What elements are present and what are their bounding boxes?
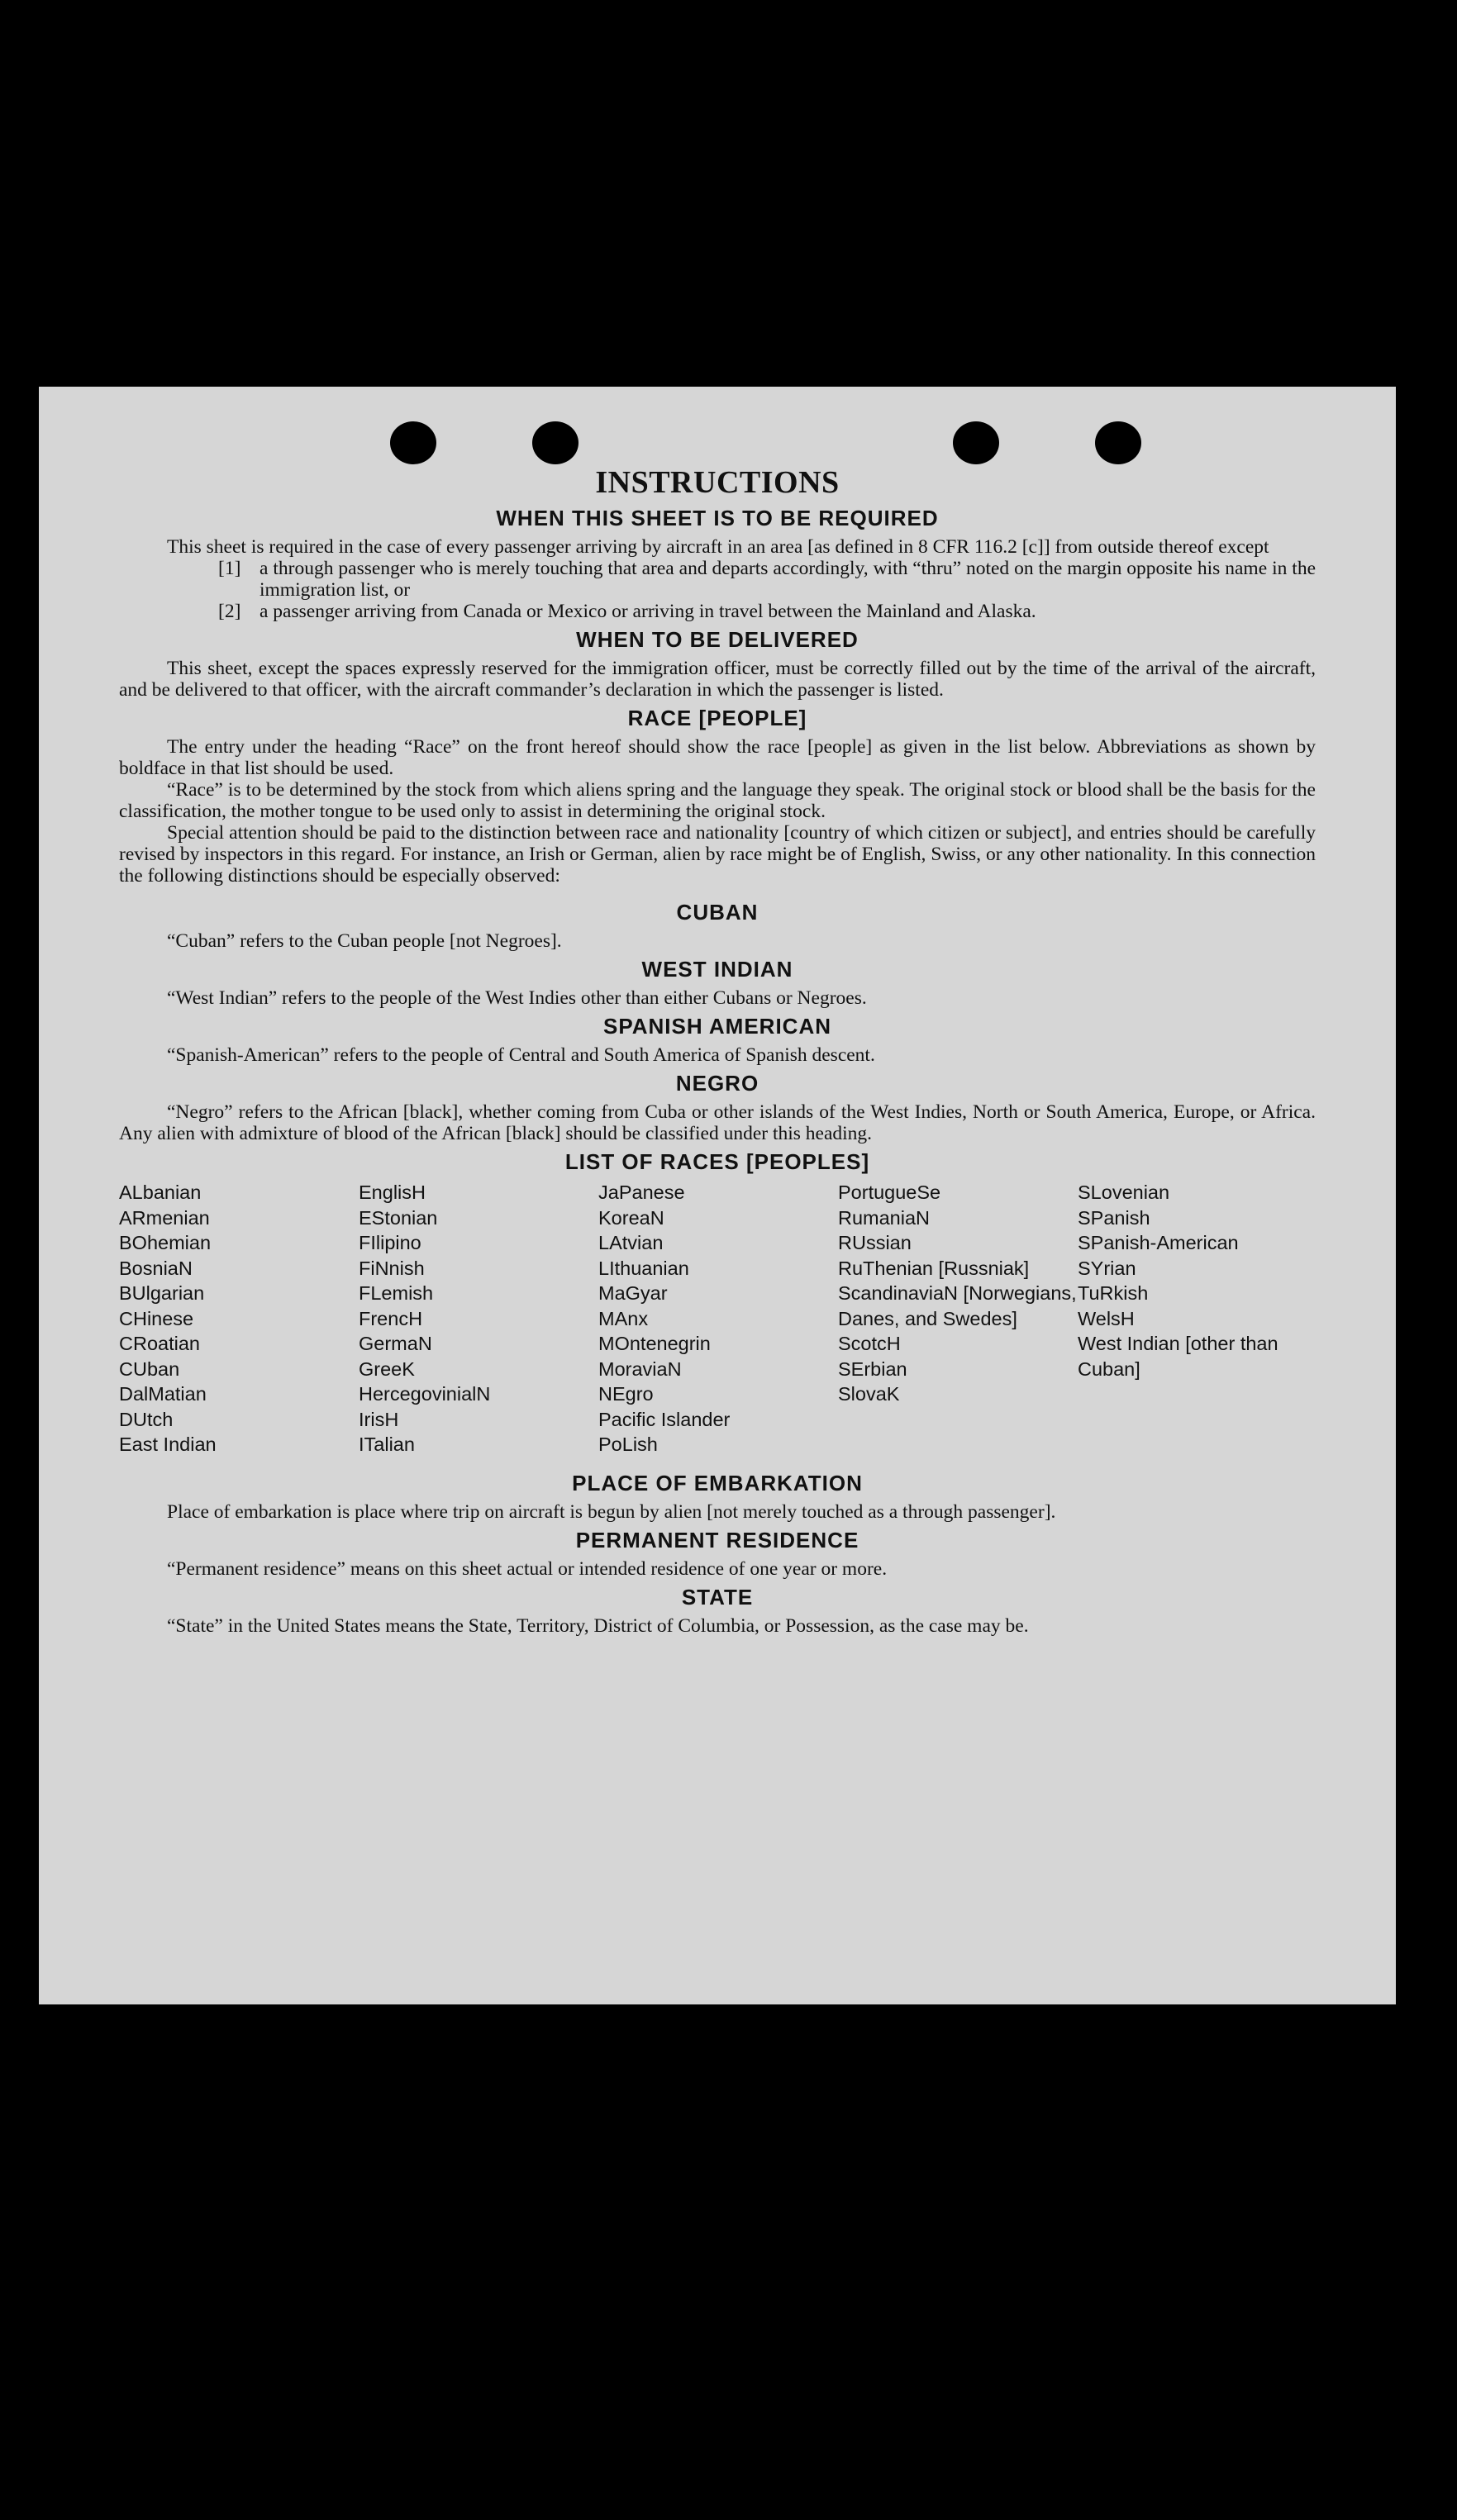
when-delivered-text: This sheet, except the spaces expressly reserved for the immigration officer, must be correctly filled out by the time of the arrival of the aircraft, and be delivered to that officer, with the aircraft commander’s declaration in which the passenger is listed. — [119, 658, 1316, 701]
races-column — [598, 1180, 838, 1457]
heading-embarkation: PLACE OF EMBARKATION — [572, 1470, 863, 1495]
spanish-american-text: “Spanish-American” refers to the people of Central and South America of Spanish descent. — [167, 1044, 875, 1066]
race-entry: HercegovinialN — [359, 1383, 491, 1405]
heading-when-delivered: WHEN TO BE DELIVERED — [576, 627, 859, 652]
race-entry: MoraviaN — [598, 1357, 682, 1380]
punch-hole — [532, 421, 579, 464]
race-entry: WelsH — [1078, 1307, 1135, 1329]
document-sheet — [39, 387, 1396, 2004]
exception-item — [119, 601, 1316, 622]
race-entry: LAtvian — [598, 1232, 664, 1253]
race-entry: GreeK — [359, 1357, 415, 1380]
race-entry: SlovaK — [838, 1383, 900, 1405]
race-entry: EnglisH — [359, 1182, 426, 1203]
residence-text: “Permanent residence” means on this sheet actual or intended residence of one year or more. — [167, 1557, 888, 1580]
race-entry: FiNnish — [359, 1257, 425, 1279]
race-entry: SPanish-American — [1078, 1232, 1239, 1253]
state-text: “State” in the United States means the State, Territory, District of Columbia, or Possession, as the case may be. — [167, 1614, 1029, 1637]
race-entry: EStonian — [359, 1206, 438, 1229]
race-entry: CUban — [119, 1357, 180, 1380]
race-entry: SLovenian — [1078, 1182, 1170, 1203]
race-entry: ITalian — [359, 1434, 415, 1455]
race-entry: GermaN — [359, 1333, 432, 1354]
race-entry: MAnx — [598, 1307, 649, 1329]
race-entry: SErbian — [838, 1357, 907, 1380]
exception-text: a through passenger who is merely touching that area and departs accordingly, with “thru” noted on the margin opposite his name in the immigration list, or — [259, 558, 1316, 601]
race-entry: CRoatian — [119, 1333, 200, 1354]
race-entry: RUssian — [838, 1232, 912, 1253]
race-entry: JaPanese — [598, 1182, 685, 1203]
page-title: INSTRUCTIONS — [595, 465, 840, 500]
cuban-text: “Cuban” refers to the Cuban people [not Negroes]. — [167, 930, 562, 952]
exception-number: [2] — [218, 601, 241, 622]
race-entry: RuThenian [Russniak] — [838, 1257, 1030, 1279]
exception-number: [1] — [218, 558, 241, 579]
race-entry: FrencH — [359, 1307, 423, 1329]
race-paragraph: “Race” is to be determined by the stock from which aliens spring and the language they speak. The original stock or blood shall be the basis for the classification, the mother tongue to be used only to assist in determining the original stock. — [119, 779, 1316, 822]
heading-negro: NEGRO — [675, 1071, 759, 1096]
race-entry: BOhemian — [119, 1232, 212, 1253]
exception-item — [119, 558, 1316, 601]
races-column — [1078, 1180, 1317, 1457]
race-entry: TuRkish — [1078, 1282, 1149, 1304]
race-entry: SYrian — [1078, 1257, 1136, 1279]
when-required-intro: This sheet is required in the case of every passenger arriving by aircraft in an area [as defined in 8 CFR 116.2 [c]] from outside thereof except — [167, 536, 1269, 558]
race-entry: CHinese — [119, 1307, 194, 1329]
heading-residence: PERMANENT RESIDENCE — [575, 1527, 859, 1552]
race-entry: BosniaN — [119, 1257, 193, 1279]
punch-hole — [390, 421, 436, 464]
heading-race: RACE [PEOPLE] — [627, 706, 807, 730]
race-entry: IrisH — [359, 1408, 399, 1430]
race-entry: ARmenian — [119, 1206, 210, 1229]
race-paragraph: Special attention should be paid to the distinction between race and nationality [country of which citizen or subject], and entries should be carefully revised by inspectors in this regard. For instance, an Irish or German, alien by race might be of English, Swiss, or any other nationality. In this connection the following distinctions should be especially observed: — [119, 822, 1316, 887]
instructions-content — [119, 464, 1316, 1637]
heading-list-of-races: LIST OF RACES [PEOPLES] — [564, 1149, 870, 1174]
embarkation-text: Place of embarkation is place where trip on aircraft is begun by alien [not merely touched as a through passenger]. — [167, 1500, 1056, 1523]
heading-when-required: WHEN THIS SHEET IS TO BE REQUIRED — [496, 506, 939, 530]
race-entry: FLemish — [359, 1282, 434, 1304]
race-entry: Pacific Islander — [598, 1408, 731, 1430]
race-entry: LIthuanian — [598, 1257, 689, 1279]
heading-state: STATE — [681, 1584, 754, 1609]
race-entry: PortugueSe — [838, 1182, 941, 1203]
exception-text: a passenger arriving from Canada or Mexico or arriving in travel between the Mainland and Alaska. — [259, 601, 1036, 622]
punch-hole — [953, 421, 999, 464]
race-entry: MOntenegrin — [598, 1333, 711, 1354]
race-entry: NEgro — [598, 1383, 654, 1405]
races-column — [119, 1180, 359, 1457]
race-entry: East Indian — [119, 1434, 217, 1455]
race-entry: KoreaN — [598, 1206, 664, 1229]
race-entry: MaGyar — [598, 1282, 668, 1304]
race-entry: SPanish — [1078, 1206, 1150, 1229]
heading-cuban: CUBAN — [676, 900, 759, 925]
races-column — [359, 1180, 598, 1457]
race-entry: ScandinaviaN [Norwegians, Danes, and Swedes] — [838, 1282, 1077, 1329]
race-entry: ALbanian — [119, 1182, 202, 1203]
race-entry: FIlipino — [359, 1232, 421, 1253]
race-entry: DUtch — [119, 1408, 174, 1430]
race-entry: ScotcH — [838, 1333, 901, 1354]
race-entry: West Indian [other than Cuban] — [1078, 1333, 1278, 1380]
negro-text: “Negro” refers to the African [black], whether coming from Cuba or other islands of the West Indies, North or South America, Europe, or Africa. Any alien with admixture of blood of the African [black] should be classified under this heading. — [119, 1101, 1316, 1144]
west-indian-text: “West Indian” refers to the people of the West Indies other than either Cubans or Negroes. — [167, 987, 867, 1009]
heading-west-indian: WEST INDIAN — [641, 957, 793, 982]
race-paragraph: The entry under the heading “Race” on the front hereof should show the race [people] as given in the list below. Abbreviations as shown by boldface in that list should be used. — [119, 736, 1316, 779]
races-column — [838, 1180, 1078, 1457]
heading-spanish-american: SPANISH AMERICAN — [602, 1014, 831, 1039]
race-entry: PoLish — [598, 1434, 658, 1455]
race-entry: DalMatian — [119, 1383, 207, 1405]
punch-hole — [1095, 421, 1141, 464]
race-entry: RumaniaN — [838, 1206, 931, 1229]
races-list — [119, 1180, 1316, 1457]
race-entry: BUlgarian — [119, 1282, 205, 1304]
